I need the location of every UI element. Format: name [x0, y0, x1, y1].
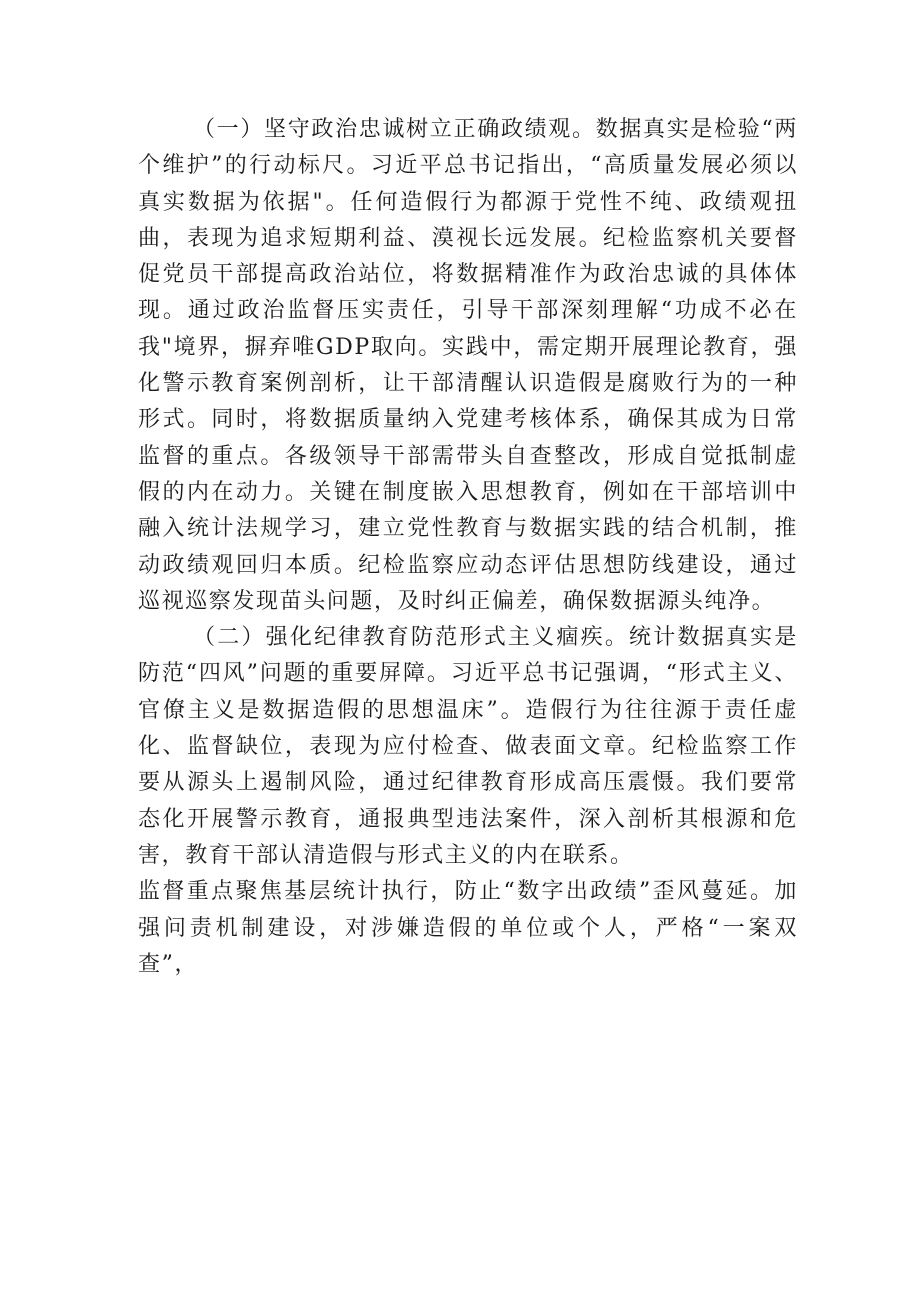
paragraph-section-1: （一）坚守政治忠诚树立正确政绩观。数据真实是检验“两个维护”的行动标尺。习近平总书记指出，“高质量发展必须以真实数据为依据"。任何造假行为都源于党性不纯、政绩观扭曲，表现为追求短期利益、漠视长远发展。纪检监察机关要督促党员干部提高政治站位，将数据精准作为政治忠诚的具体体现。通过政治监督压实责任，引导干部深刻理解“功成不必在我"境界，摒弃唯GDP取向。实践中，需定期开展理论教育，强化警示教育案例剖析，让干部清醒认识造假是腐败行为的一种形式。同时，将数据质量纳入党建考核体系，确保其成为日常监督的重点。各级领导干部需带头自查整改，形成自觉抵制虚假的内在动力。关键在制度嵌入思想教育，例如在干部培训中融入统计法规学习，建立党性教育与数据实践的结合机制，推动政绩观回归本质。纪检监察应动态评估思想防线建设，通过巡视巡察发现苗头问题，及时纠正偏差，确保数据源头纯净。	[138, 117, 798, 614]
paragraph-section-2-continued: 监督重点聚焦基层统计执行，防止“数字出政绩”歪风蔓延。加强问责机制建设，对涉嫌造假的单位或个人，严格“一案双查”，	[138, 879, 798, 977]
document-body	[138, 112, 798, 983]
paragraph-section-2: （二）强化纪律教育防范形式主义痼疾。统计数据真实是防范“四风”问题的重要屏障。习近平总书记强调，“形式主义、官僚主义是数据造假的思想温床”。造假行为往往源于责任虚化、监督缺位，表现为应付检查、做表面文章。纪检监察工作要从源头上遏制风险，通过纪律教育形成高压震慑。我们要常态化开展警示教育，通报典型违法案件，深入剖析其根源和危害，教育干部认清造假与形式主义的内在联系。	[138, 625, 798, 868]
